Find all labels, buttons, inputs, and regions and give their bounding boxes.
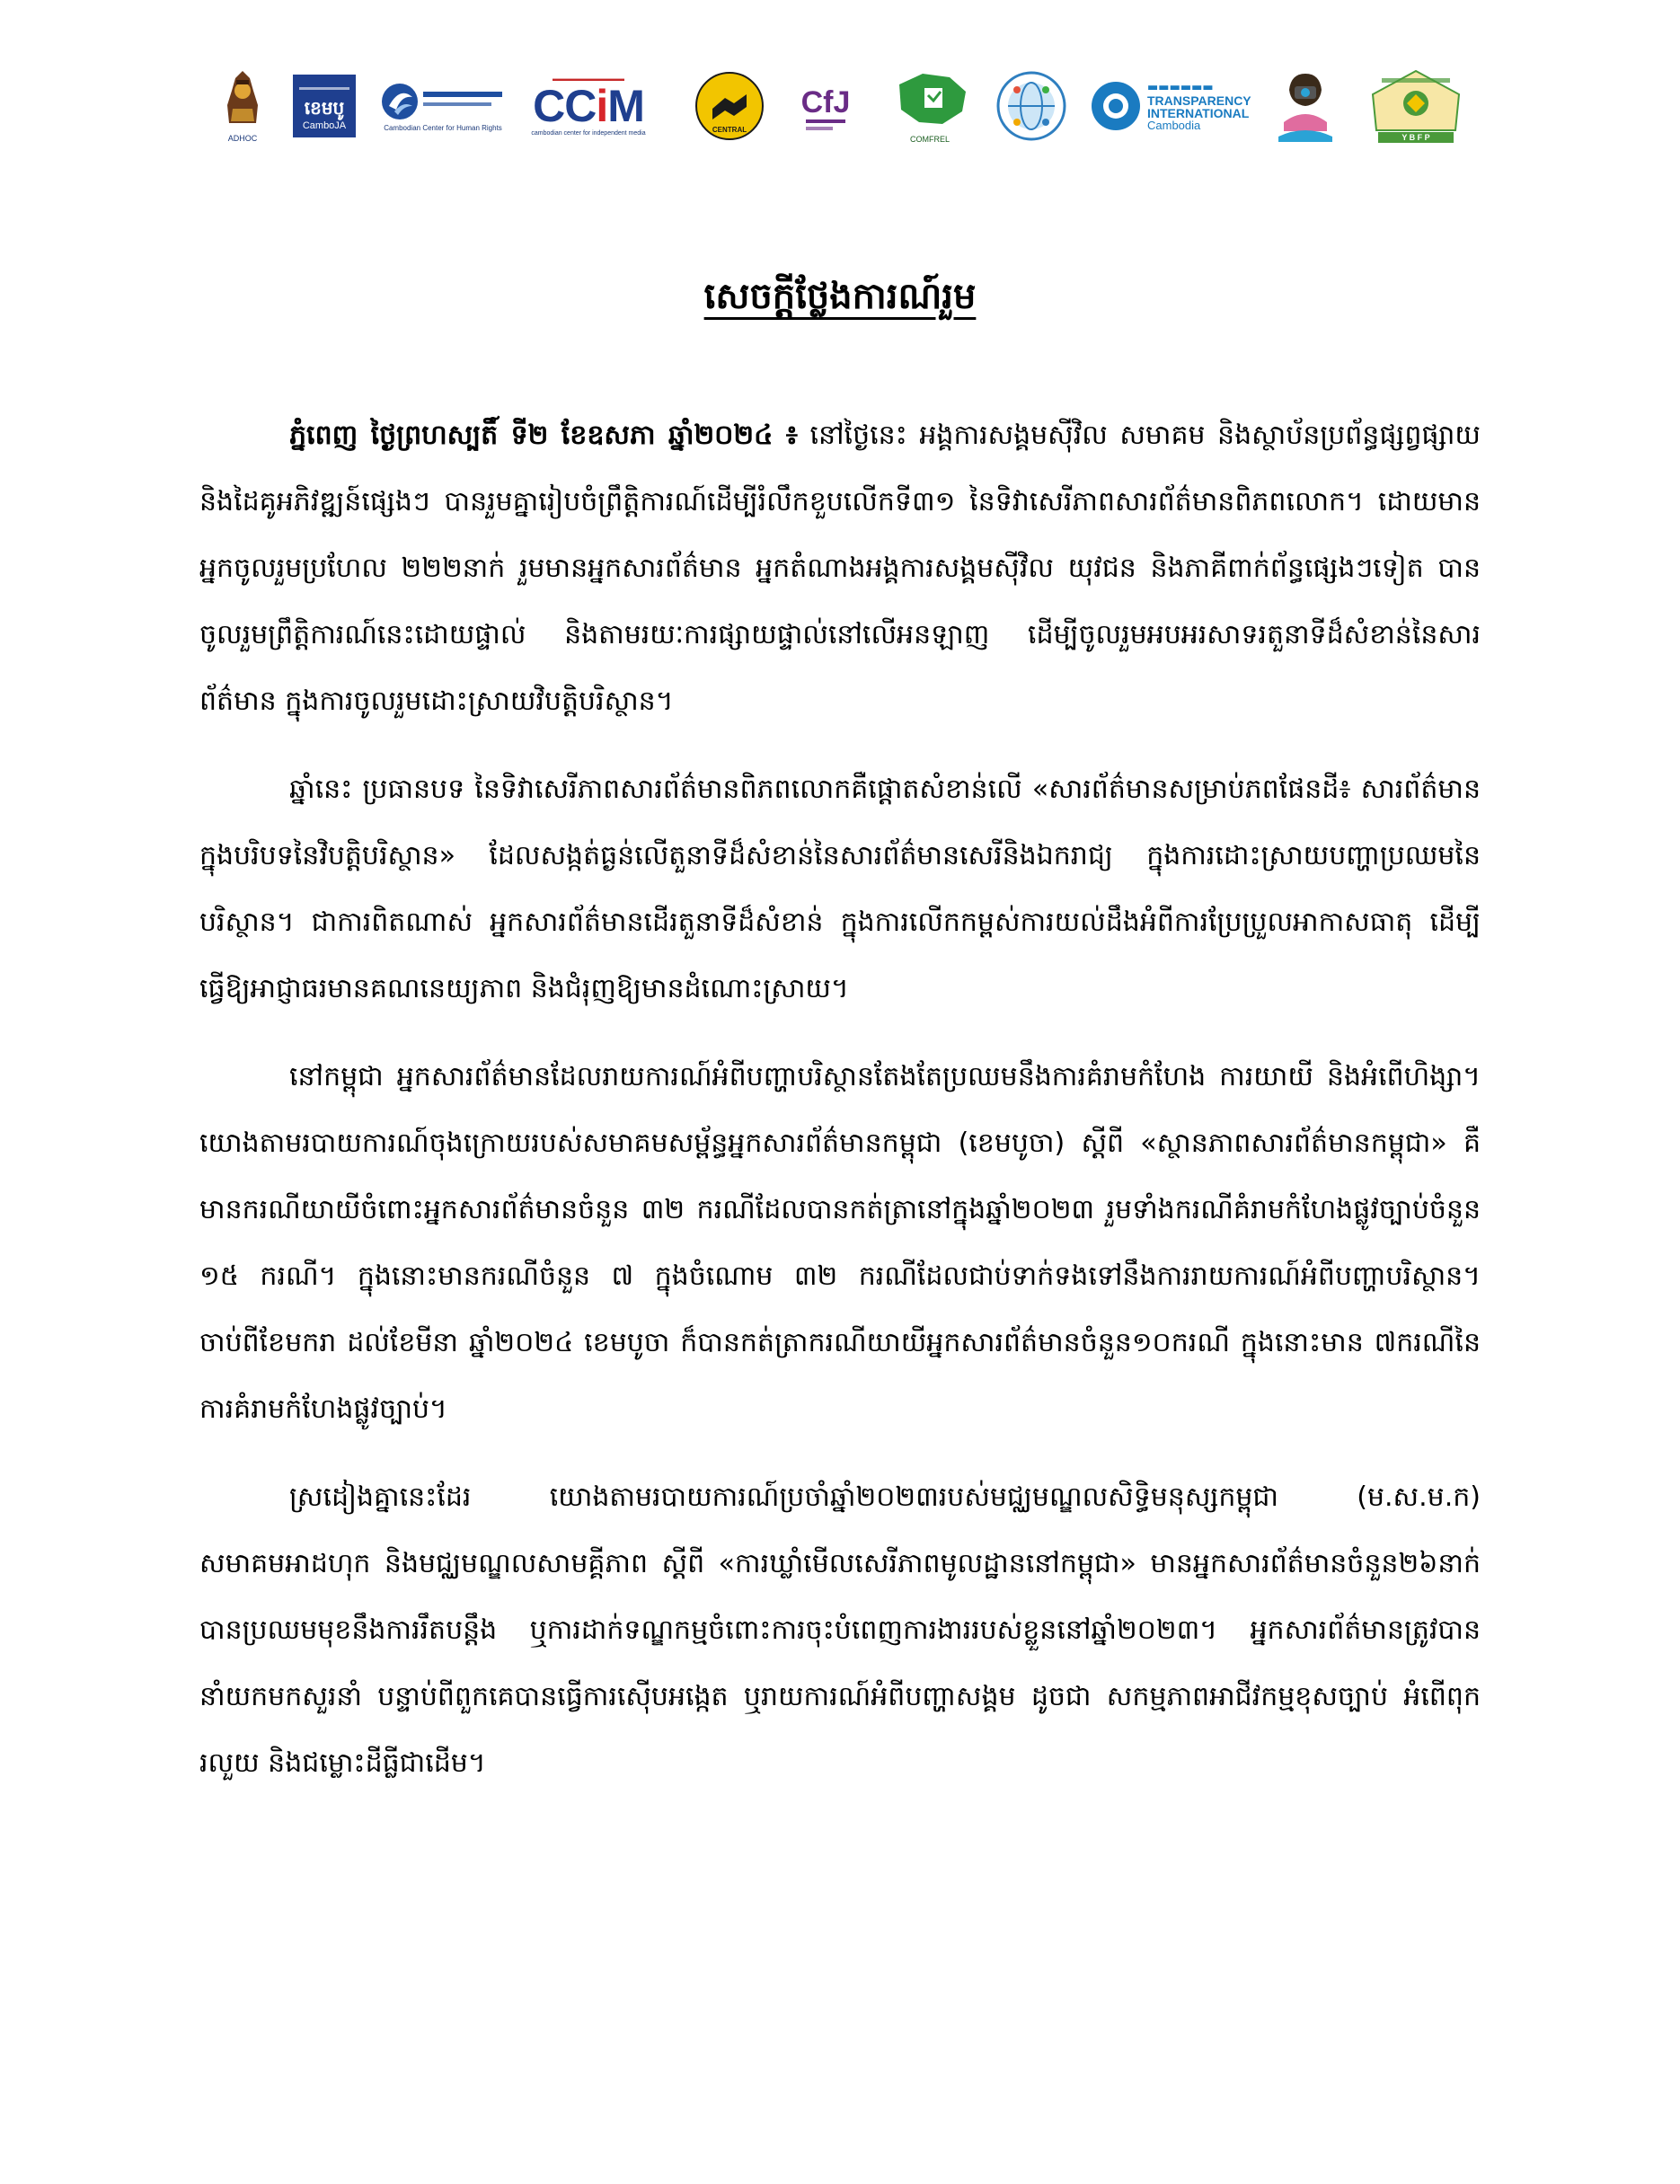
adhoc-emblem-icon [222,69,263,134]
globe-network-logo [993,61,1070,151]
cambojia-badge-icon [293,75,356,137]
ybfp-emblem-icon [1366,67,1466,145]
partner-logo-strip [202,61,1478,160]
adhoc-logo [216,61,270,151]
ccim-word-m: M [607,80,644,131]
document-title: សេចក្តីថ្លែងការណ៍រួម [703,276,977,317]
comfrel-logo [885,61,975,151]
comfrel-map-icon [887,68,973,135]
document-body [199,402,1481,1818]
paragraph-4 [199,1464,1481,1797]
ccfc-mark-icon [799,76,853,136]
paragraph-2 [199,756,1481,1022]
paragraph-3-text: នៅកម្ពុជា អ្នកសារព័ត៌មានដែលរាយការណ៍អំពីបញ្ហាបរិស្ថានតែងតែប្រឈមនឹងការគំរាមកំហែង ការយាយី និងអំពើហិង្សា។ យោងតាមរបាយការណ៍ចុងក្រោយរបស់សមាគមសម្ព័ន្ធអ្នកសារព័ត៌មានកម្ពុជា (ខេមបូចា) ស្តីពី «ស្ថានភាពសារព័ត៌មានកម្ពុជា» គឺមានករណីយាយីចំពោះអ្នកសារព័ត៌មានចំនួន ៣២ ករណីដែលបានកត់ត្រានៅក្នុងឆ្នាំ២០២៣ រួមទាំងករណីគំរាមកំហែងផ្លូវច្បាប់ចំនួន ១៥ ករណី។ ក្នុងនោះមានករណីចំនួន ៧ ក្នុងចំណោម ៣២ ករណីដែលជាប់ទាក់ទងទៅនឹងការរាយការណ៍អំពីបញ្ហាបរិស្ថាន។ ចាប់ពីខែមករា ដល់ខែមីនា ឆ្នាំ២០២៤ ខេមបូចា ក៏បានកត់ត្រាករណីយាយីអ្នកសារព័ត៌មានចំនួន១០ករណី ក្នុងនោះមាន ៧ករណីនៃការគំរាមកំហែងផ្លូវច្បាប់។ [199,1061,1481,1425]
ti-caption-2: INTERNATIONAL [1147,105,1250,120]
paragraph-1 [199,402,1481,735]
ti-caption-1: TRANSPARENCY [1147,93,1251,108]
paragraph-4-text: ស្រដៀងគ្នានេះដែរ យោងតាមរបាយការណ៍ប្រចាំឆ្នាំ២០២៣របស់មជ្ឈមណ្ឌលសិទ្ធិមនុស្សកម្ពុជា (ម.ស.ម.ក) សមាគមអាដហុក និងមជ្ឈមណ្ឌលសាមគ្គីភាព ស្តីពី «ការឃ្លាំមើលសេរីភាពមូលដ្ឋាននៅកម្ពុជា» មានអ្នកសារព័ត៌មានចំនួន២៦នាក់ បានប្រឈមមុខនឹងការរឹតបន្តឹង ឬការដាក់ទណ្ឌកម្មចំពោះការចុះបំពេញការងាររបស់ខ្លួននៅឆ្នាំ២០២៣។ អ្នកសារព័ត៌មានត្រូវបាននាំយកមកសួរនាំ បន្ទាប់ពីពួកគេបានធ្វើការស៊ើបអង្កេត ឬរាយការណ៍អំពីបញ្ហាសង្គម ដូចជា សកម្មភាពអាជីវកម្មខុសច្បាប់ អំពើពុករលួយ និងជម្លោះដីធ្លីជាដើម។ [199,1481,1481,1779]
ccim-logo [526,61,651,151]
paragraph-3 [199,1044,1481,1443]
cchr-logo [380,61,506,151]
cambojia-logo [292,61,357,151]
ccim-khmer-line: ▬▬▬▬▬▬▬▬▬▬ [553,74,624,83]
ybfp-logo [1363,61,1469,151]
central-handshake-icon [694,71,765,141]
adhoc-caption: ADHOC [227,134,258,143]
ti-khmer-line: ▬▬▬▬▬▬ [1147,80,1214,94]
women-media-logo [1271,61,1340,151]
ti-circle-icon [1090,80,1142,132]
ccim-caption: cambodian center for independent media [531,129,646,137]
ccfc-logo [797,61,854,151]
svg-text:ខេមបូ: ខេមបូ [304,99,345,119]
globe-people-icon [995,70,1067,142]
women-camera-icon [1273,68,1338,144]
central-logo [692,61,767,151]
ti-wordmark [1147,81,1251,132]
ccim-word-i: i [596,80,608,131]
comfrel-caption: COMFREL [909,135,950,144]
svg-text:CfJ: CfJ [800,85,851,119]
ccim-word-cc: CC [533,80,597,131]
paragraph-1-text: នៅថ្ងៃនេះ អង្គការសង្គមស៊ីវិល សមាគម និងស្ថាប័នប្រព័ន្ធផ្សព្វផ្សាយ និងដៃគូអភិវឌ្ឍន៍ផ្សេងៗ បានរួមគ្នារៀបចំព្រឹត្តិការណ៍ដើម្បីរំលឹកខួបលើកទី៣១ នៃទិវាសេរីភាពសារព័ត៌មានពិភពលោក។ ដោយមានអ្នកចូលរួមប្រហែល ២២២នាក់ រួមមានអ្នកសារព័ត៌មាន អ្នកតំណាងអង្គការសង្គមស៊ីវិល យុវជន និងភាគីពាក់ព័ន្ធផ្សេងៗទៀត បានចូលរួមព្រឹត្តិការណ៍នេះដោយផ្ទាល់ និងតាមរយៈការផ្សាយផ្ទាល់នៅលើអនឡាញ ដើម្បីចូលរួមអបអរសាទរតួនាទីដ៏សំខាន់នៃសារព័ត៌មាន ក្នុងការចូលរួមដោះស្រាយវិបត្តិបរិស្ថាន។ [199,420,1481,717]
svg-text:CENTRAL: CENTRAL [712,126,747,134]
transparency-international-logo [1090,61,1251,151]
dateline: ភ្នំពេញ ថ្ងៃព្រហស្បតិ៍ ទី២ ខែឧសភា ឆ្នាំ២០២៤ ៖ [289,420,798,451]
ccim-wordmark [533,80,644,131]
cchr-caption: Cambodian Center for Human Rights [384,124,502,132]
svg-text:Y B F P: Y B F P [1401,133,1430,142]
paragraph-2-text: ឆ្នាំនេះ ប្រធានបទ នៃទិវាសេរីភាពសារព័ត៌មានពិភពលោកគឺផ្តោតសំខាន់លើ «សារព័ត៌មានសម្រាប់ភពផែនដី៖ សារព័ត៌មានក្នុងបរិបទនៃវិបត្តិបរិស្ថាន» ដែលសង្កត់ធ្ងន់លើតួនាទីដ៏សំខាន់នៃសារព័ត៌មានសេរីនិងឯករាជ្យ ក្នុងការដោះស្រាយបញ្ហាប្រឈមនៃបរិស្ថាន។ ជាការពិតណាស់ អ្នកសារព័ត៌មានដើរតួនាទីដ៏សំខាន់ ក្នុងការលើកកម្ពស់ការយល់ដឹងអំពីការប្រែប្រួលអាកាសធាតុ ដើម្បីធ្វើឱ្យអាជ្ញាធរមានគណនេយ្យភាព និងជំរុញឱ្យមានដំណោះស្រាយ។ [199,774,1481,1004]
ti-caption-3: Cambodia [1147,118,1201,132]
cchr-bird-icon [380,79,506,124]
svg-text:CamboJA: CamboJA [302,120,347,131]
